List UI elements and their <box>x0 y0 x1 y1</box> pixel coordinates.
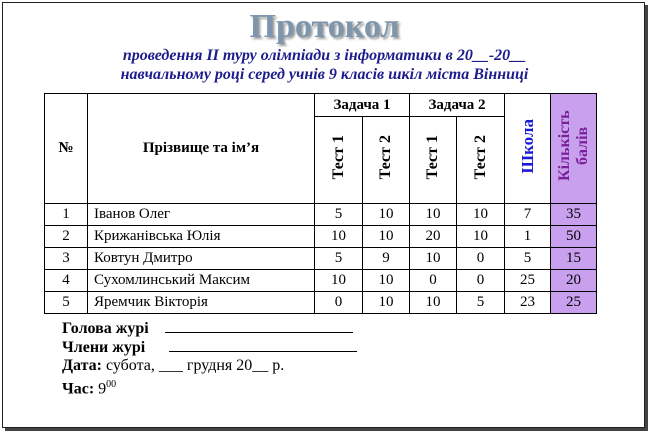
cell-task1-test1: 10 <box>315 226 363 248</box>
cell-number: 2 <box>45 226 88 248</box>
cell-name: Іванов Олег <box>88 204 315 226</box>
table-row <box>45 292 597 314</box>
head-of-jury-label: Голова журі <box>62 320 149 337</box>
cell-number: 4 <box>45 270 88 292</box>
cell-task1-test1: 10 <box>315 270 363 292</box>
cell-number: 1 <box>45 204 88 226</box>
cell-task2-test1: 0 <box>410 270 457 292</box>
jury-members-line <box>62 337 357 356</box>
cell-task2-test2: 5 <box>457 292 505 314</box>
header-number: № <box>45 94 88 204</box>
header-school-cell <box>505 94 551 204</box>
cell-name: Сухомлинський Максим <box>88 270 315 292</box>
cell-task1-test1: 5 <box>315 248 363 270</box>
document-title: Протокол <box>249 8 400 45</box>
head-of-jury-line <box>62 318 357 337</box>
header-score-cell <box>551 94 597 204</box>
cell-task2-test2: 0 <box>457 270 505 292</box>
header-task-2: Задача 2 <box>410 94 505 117</box>
cell-task1-test1: 5 <box>315 204 363 226</box>
date-line <box>62 356 357 375</box>
subtitle-line-2: навчальному році серед учнів 9 класів шкіл міста Вінниці <box>120 66 529 83</box>
cell-task2-test1: 20 <box>410 226 457 248</box>
results-table <box>44 93 597 314</box>
subtitle-line-1: проведення ІІ туру олімпіади з інформатики в 20__-20__ <box>122 47 527 64</box>
table-row <box>45 204 597 226</box>
time-label: Час: <box>62 380 95 398</box>
header-task2-test2: Тест 2 <box>471 135 489 180</box>
cell-task1-test2: 9 <box>363 248 410 270</box>
table-row <box>45 226 597 248</box>
cell-score: 20 <box>551 270 597 292</box>
cell-task1-test2: 10 <box>363 204 410 226</box>
cell-score: 25 <box>551 292 597 314</box>
header-school: Школа <box>517 118 537 174</box>
cell-task1-test2: 10 <box>363 270 410 292</box>
cell-task2-test1: 10 <box>410 248 457 270</box>
cell-name: Крижанівська Юлія <box>88 226 315 248</box>
cell-score: 50 <box>551 226 597 248</box>
cell-score: 35 <box>551 204 597 226</box>
cell-score: 15 <box>551 248 597 270</box>
cell-school: 25 <box>505 270 551 292</box>
header-name: Прізвище та ім’я <box>88 94 315 204</box>
cell-task2-test2: 0 <box>457 248 505 270</box>
cell-school: 23 <box>505 292 551 314</box>
cell-task2-test2: 10 <box>457 226 505 248</box>
jury-members-blank <box>169 337 357 352</box>
cell-task2-test1: 10 <box>410 292 457 314</box>
cell-number: 3 <box>45 248 88 270</box>
table-row <box>45 248 597 270</box>
cell-school: 7 <box>505 204 551 226</box>
cell-task1-test2: 10 <box>363 292 410 314</box>
table-row <box>45 270 597 292</box>
cell-task2-test1: 10 <box>410 204 457 226</box>
header-task1-test2-cell <box>363 117 410 204</box>
cell-task1-test2: 10 <box>363 226 410 248</box>
signoff-block <box>62 318 357 398</box>
header-task2-test1-cell <box>410 117 457 204</box>
head-of-jury-blank <box>165 318 353 333</box>
table-header-row-1 <box>45 94 597 117</box>
header-task2-test2-cell <box>457 117 505 204</box>
header-score: Кількість балів <box>555 110 591 182</box>
header-task2-test1: Тест 1 <box>424 135 441 180</box>
time-hour: 9 <box>98 380 107 398</box>
document-subtitle <box>0 46 649 84</box>
header-task1-test1-cell <box>315 117 363 204</box>
date-label: Дата: <box>62 357 102 374</box>
header-task-1: Задача 1 <box>315 94 410 117</box>
cell-school: 5 <box>505 248 551 270</box>
date-value: субота, ___ грудня 20__ р. <box>105 357 285 374</box>
time-line <box>62 375 357 398</box>
jury-members-label: Члени журі <box>62 339 146 356</box>
cell-name: Ковтун Дмитро <box>88 248 315 270</box>
cell-number: 5 <box>45 292 88 314</box>
header-task1-test1: Тест 1 <box>329 135 347 180</box>
cell-name: Яремчик Вікторія <box>88 292 315 314</box>
header-task1-test2: Тест 2 <box>377 135 394 180</box>
cell-task1-test1: 0 <box>315 292 363 314</box>
cell-task2-test2: 10 <box>457 204 505 226</box>
time-minutes: 00 <box>106 379 117 390</box>
cell-school: 1 <box>505 226 551 248</box>
